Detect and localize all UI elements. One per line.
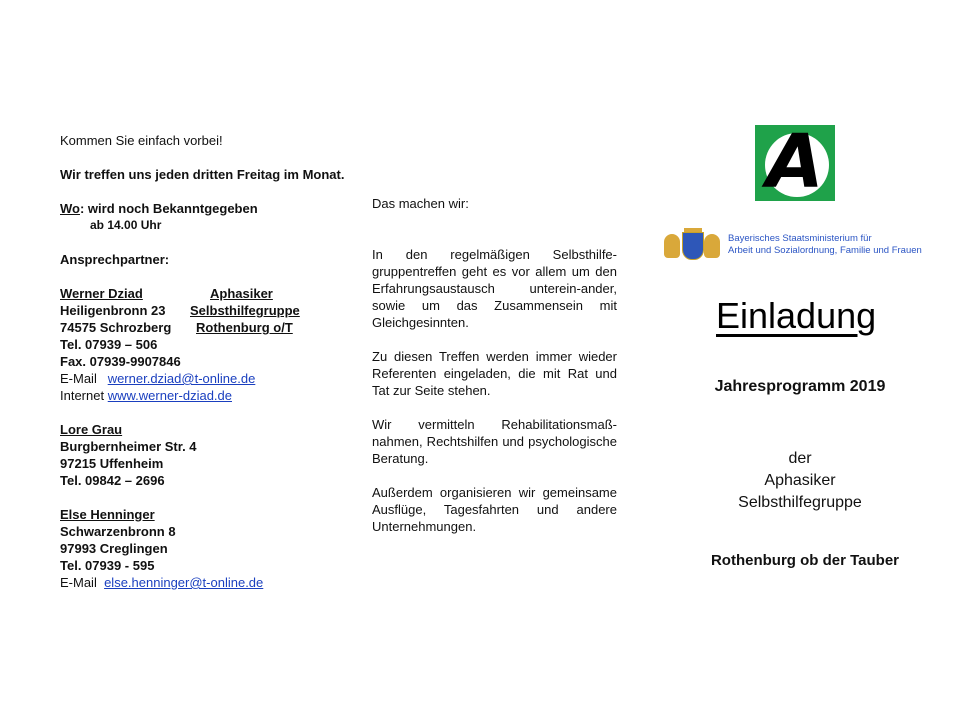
activities-heading: Das machen wir:: [372, 196, 469, 211]
contact-city: 97993 Creglingen: [60, 541, 168, 556]
contact-city: 74575 Schrozberg: [60, 320, 172, 335]
aphasia-logo: [755, 119, 835, 205]
contact-werner: [60, 285, 360, 404]
email-label: E-Mail: [60, 371, 97, 386]
group-name: [710, 448, 890, 514]
contact-lore: [60, 421, 360, 489]
contact-internet-line: [60, 387, 360, 404]
email-label: E-Mail: [60, 575, 97, 590]
subtitle: Jahresprogramm 2019: [714, 378, 886, 395]
group-line: Aphasiker: [764, 472, 836, 489]
contact-street: Burgbernheimer Str. 4: [60, 439, 197, 454]
email-link[interactable]: else.henninger@t-online.de: [104, 575, 264, 590]
contact-city: 97215 Uffenheim: [60, 456, 164, 471]
contact-tel: Tel. 09842 – 2696: [60, 473, 165, 488]
group-line: Selbsthilfegruppe: [738, 494, 862, 511]
contact-name: Werner Dziad: [60, 286, 143, 301]
website-link[interactable]: www.werner-dziad.de: [107, 388, 232, 403]
contact-else: [60, 506, 360, 591]
ministry-badge: [662, 228, 922, 262]
activities-column: [372, 195, 617, 535]
activities-paragraph: Außerdem organisieren wir gemeinsame Ausflüge, Tagesfahrten und andere Unternehmungen.: [372, 485, 617, 534]
meeting-text: Wir treffen uns jeden dritten Freitag im Monat.: [60, 167, 345, 182]
group-label: Rothenburg o/T: [196, 320, 293, 335]
der-text: der: [788, 450, 812, 467]
contact-tel: Tel. 07939 - 595: [60, 558, 155, 573]
contact-email-line: [60, 574, 360, 591]
contact-fax: Fax. 07939-9907846: [60, 354, 181, 369]
activities-paragraph: In den regelmäßigen Selbsthilfe-gruppentreffen geht es vor allem um den Erfahrungsaustausch unterein-ander, sowie um das Zusammensein mit Gleichgesinnten.: [372, 247, 617, 330]
wo-text: : wird noch Bekanntgegeben: [79, 201, 258, 216]
contact-street: Heiligenbronn 23: [60, 303, 166, 318]
email-link[interactable]: werner.dziad@t-online.de: [107, 371, 256, 386]
meeting-time: ab 14.00 Uhr: [90, 218, 162, 232]
page-title: Einladung: [716, 295, 877, 336]
internet-label: Internet: [60, 388, 105, 403]
contact-name: Lore Grau: [60, 422, 123, 437]
contacts-heading: Ansprechpartner:: [60, 252, 170, 267]
location-line: [60, 200, 360, 217]
group-label: Selbsthilfegruppe: [190, 303, 300, 318]
group-label: Aphasiker: [210, 286, 273, 301]
intro-text: Kommen Sie einfach vorbei!: [60, 133, 223, 148]
ministry-name: Arbeit und Sozialordnung, Familie und Frauen: [728, 245, 922, 256]
activities-paragraph: Zu diesen Treffen werden immer wieder Referenten eingeladen, die mit Rat und Tat zur Seite stehen.: [372, 349, 617, 398]
contact-email-line: [60, 370, 360, 387]
cover-column: [650, 120, 955, 600]
contact-tel: Tel. 07939 – 506: [60, 337, 158, 352]
contact-column: [60, 132, 360, 591]
city-name: Rothenburg ob der Tauber: [710, 552, 900, 569]
wo-label: Wo: [60, 201, 80, 216]
ministry-name: Bayerisches Staatsministerium für: [728, 233, 872, 244]
contact-name: Else Henninger: [60, 507, 155, 522]
bavaria-crest-icon: [662, 228, 720, 262]
activities-paragraph: Wir vermitteln Rehabilitationsmaß-nahmen, Rechtshilfen und psychologische Beratung.: [372, 417, 617, 466]
contact-street: Schwarzenbronn 8: [60, 524, 176, 539]
logo-letter: A: [766, 119, 824, 205]
